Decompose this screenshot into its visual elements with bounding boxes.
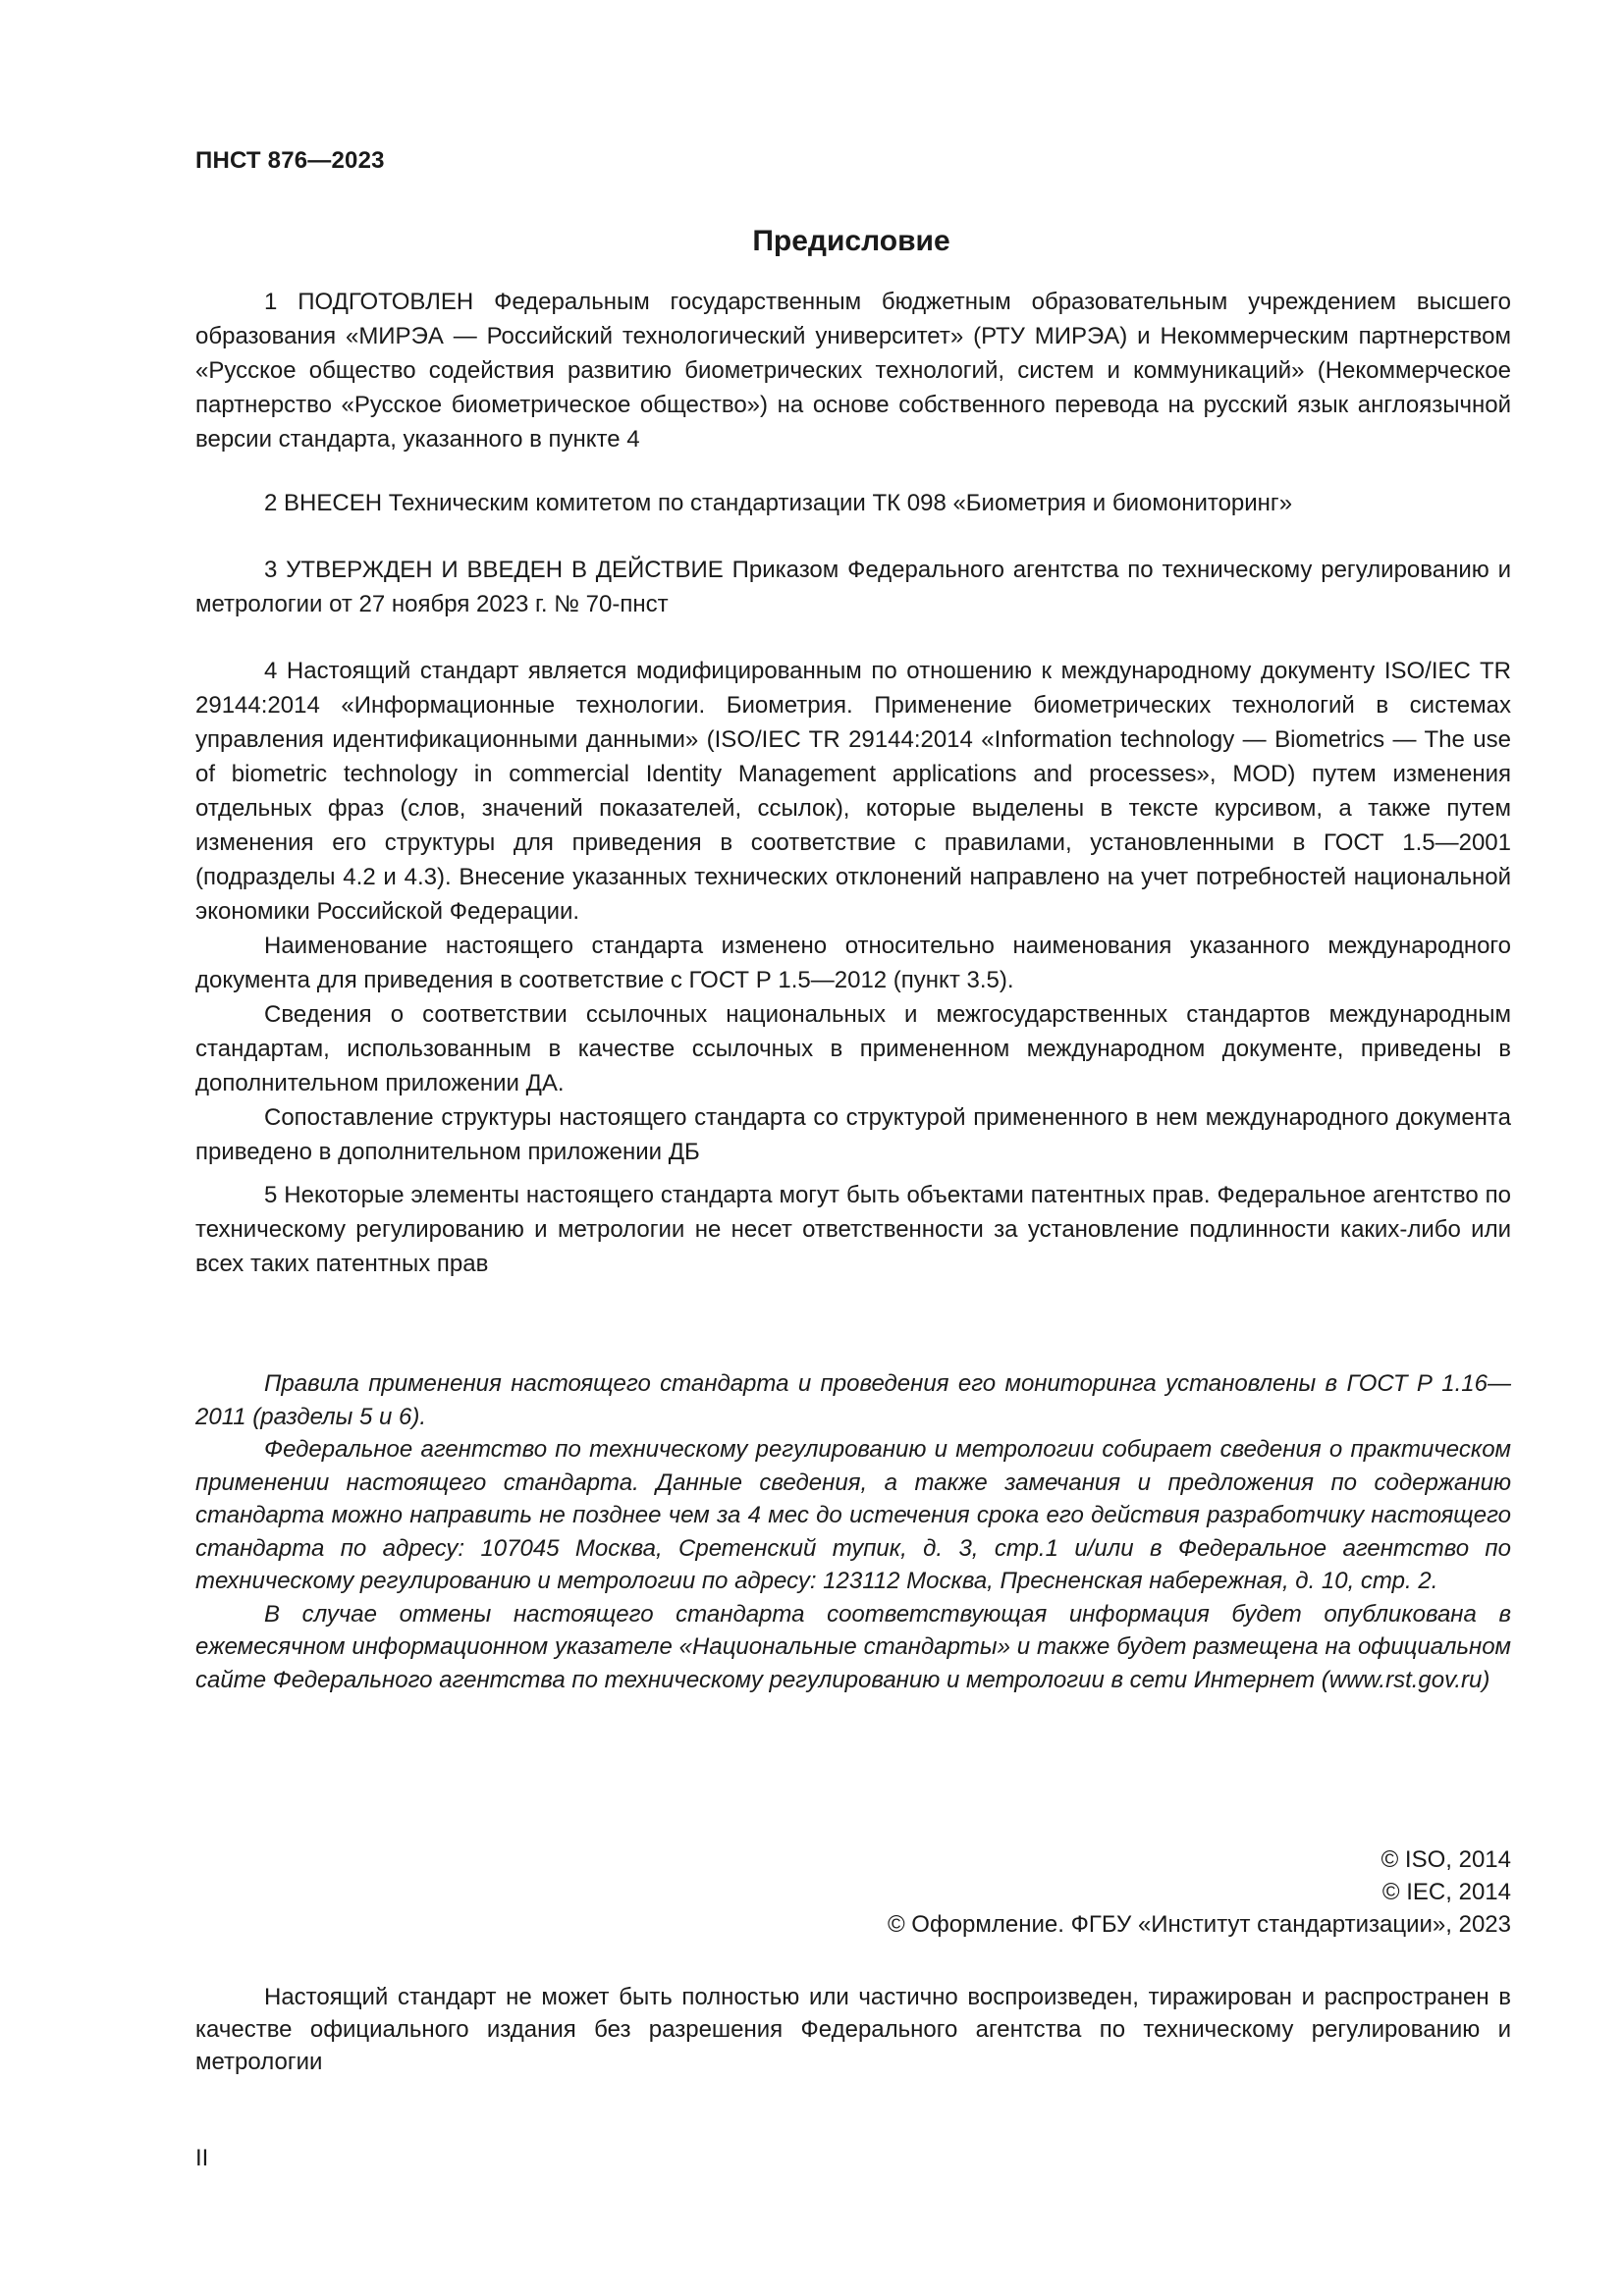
copyright-iec: © IEC, 2014 — [1381, 1879, 1511, 1905]
section-3-text: 3 УТВЕРЖДЕН И ВВЕДЕН В ДЕЙСТВИЕ Приказом Федерального агентства по техническому регулированию и метрологии от 27 ноября 2023 г. № 70-пнст — [195, 557, 1511, 617]
section-2 — [195, 486, 1511, 520]
document-code: ПНСТ 876—2023 — [195, 147, 385, 174]
section-3 — [195, 553, 1511, 621]
application-rules — [195, 1367, 1511, 1696]
rules-paragraph-3: В случае отмены настоящего стандарта соответствующая информация будет опубликована в ежемесячном информационном указателе «Национальные стандарты» и также будет размещена на официальном сайте Федерального агентства по техническому регулированию и метрологии в сети Интернет (www.rst.gov.ru) — [195, 1600, 1511, 1693]
page-number: II — [195, 2145, 209, 2171]
section-1-text: 1 ПОДГОТОВЛЕН Федеральным государственным бюджетным образовательным учреждением высшего образования «МИРЭА — Российский технологический университет» (РТУ МИРЭА) и Некоммерческим партнерством «Русское общество содействия развитию биометрических технологий, систем и коммуникаций» (Некоммерческое партнерство «Русское биометрическое общество») на основе собственного перевода на русский язык англоязычной версии стандарта, указанного в пункте 4 — [195, 289, 1511, 453]
page-title: Предисловие — [752, 225, 950, 257]
section-1 — [195, 285, 1511, 456]
section-4-paragraph-1: 4 Настоящий стандарт является модифицированным по отношению к международному документу ISO/IEC TR 29144:2014 «Информационные технологии. Биометрия. Применение биометрических технологий в системах управления идентификационными данными» (ISO/IEC TR 29144:2014 «Information technology — Biometrics — The use of biometric technology in commercial Identity Management applications and processes», MOD) путем изменения отдельных фраз (слов, значений показателей, ссылок), которые выделены в тексте курсивом, а также путем изменения его структуры для приведения в соответствие с правилами, установленными в ГОСТ 1.5—2001 (подразделы 4.2 и 4.3). Внесение указанных технических отклонений направлено на учет потребностей национальной экономики Российской Федерации. — [195, 658, 1511, 925]
section-4 — [195, 654, 1511, 1169]
copyright-iso: © ISO, 2014 — [1380, 1846, 1511, 1873]
section-5-text: 5 Некоторые элементы настоящего стандарта могут быть объектами патентных прав. Федеральное агентство по техническому регулированию и метрологии не несет ответственности за установление подлинности каких-либо или всех таких патентных прав — [195, 1182, 1511, 1277]
rules-paragraph-2: Федеральное агентство по техническому регулированию и метрологии собирает сведения о практическом применении настоящего стандарта. Данные сведения, а также замечания и предложения по содержанию стандарта можно направить не позднее чем за 4 мес до истечения срока его действия разработчику настоящего стандарта по адресу: 107045 Москва, Сретенский тупик, д. 3, стр.1 и/или в Федеральное агентство по техническому регулированию и метрологии по адресу: 123112 Москва, Пресненская набережная, д. 10, стр. 2. — [195, 1436, 1511, 1594]
notice-text: Настоящий стандарт не может быть полностью или частично воспроизведен, тиражирован и распространен в качестве официального издания без разрешения Федерального агентства по техническому регулированию и метрологии — [195, 1984, 1511, 2075]
copyright-design: © Оформление. ФГБУ «Институт стандартизации», 2023 — [887, 1911, 1511, 1938]
copyright-block — [888, 1843, 1511, 1941]
section-5 — [195, 1178, 1511, 1281]
section-2-text: 2 ВНЕСЕН Техническим комитетом по стандартизации ТК 098 «Биометрия и биомониторинг» — [264, 490, 1293, 516]
rules-paragraph-1: Правила применения настоящего стандарта и проведения его мониторинга установлены в ГОСТ Р 1.16—2011 (разделы 5 и 6). — [195, 1370, 1511, 1430]
section-4-paragraph-4: Сопоставление структуры настоящего стандарта со структурой примененного в нем международного документа приведено в дополнительном приложении ДБ — [195, 1104, 1511, 1165]
section-4-paragraph-2: Наименование настоящего стандарта изменено относительно наименования указанного международного документа для приведения в соответствие с ГОСТ Р 1.5—2012 (пункт 3.5). — [195, 933, 1511, 993]
section-4-paragraph-3: Сведения о соответствии ссылочных национальных и межгосударственных стандартов международным стандартам, использованным в качестве ссылочных в примененном международном документе, приведены в дополнительном приложении ДА. — [195, 1001, 1511, 1096]
reproduction-notice — [195, 1981, 1511, 2078]
